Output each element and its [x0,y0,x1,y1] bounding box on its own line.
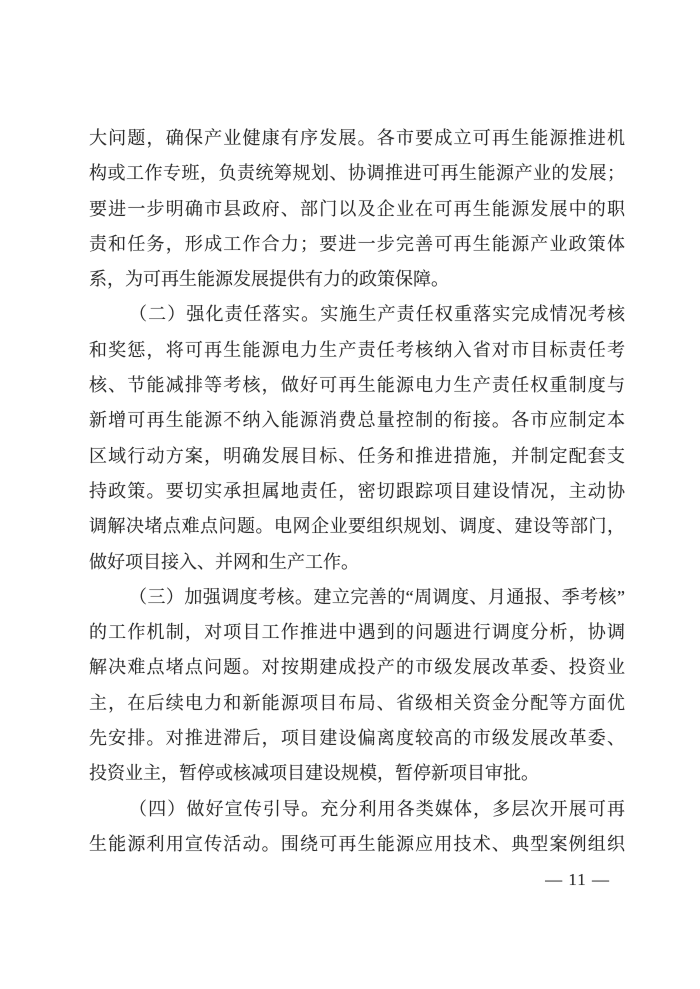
body-line: 新增可再生能源不纳入能源消费总量控制的衔接。各市应制定本 [89,410,625,431]
body-line: 责和任务，形成工作合力；要进一步完善可再生能源产业政策体 [89,233,625,254]
body-line: 做好项目接入、并网和生产工作。 [89,551,359,572]
body-line: 主，在后续电力和新能源项目布局、省级相关资金分配等方面优 [89,692,625,713]
body-line: 生能源利用宣传活动。围绕可再生能源应用技术、典型案例组织 [89,833,625,854]
body-line-paragraph-start: （三）加强调度考核。建立完善的“周调度、月通报、季考核” [129,586,625,607]
body-line-paragraph-start: （二）强化责任落实。实施生产责任权重落实完成情况考核 [129,304,625,325]
body-line: 调解决堵点难点问题。电网企业要组织规划、调度、建设等部门， [89,516,625,537]
body-line: 要进一步明确市县政府、部门以及企业在可再生能源发展中的职 [89,198,625,219]
body-line: 构或工作专班，负责统筹规划、协调推进可再生能源产业的发展； [89,163,625,184]
body-line: 解决难点堵点问题。对按期建成投产的市级发展改革委、投资业 [89,657,625,678]
body-line: 持政策。要切实承担属地责任，密切跟踪项目建设情况，主动协 [89,480,625,501]
body-line: 先安排。对推进滞后，项目建设偏离度较高的市级发展改革委、 [89,728,625,749]
body-line: 核、节能减排等考核，做好可再生能源电力生产责任权重制度与 [89,375,625,396]
page-number: — 11 — [545,870,610,889]
body-line-paragraph-start: （四）做好宣传引导。充分利用各类媒体，多层次开展可再 [129,798,625,819]
body-line: 和奖惩，将可再生能源电力生产责任考核纳入省对市目标责任考 [89,339,625,360]
body-line: 大问题，确保产业健康有序发展。各市要成立可再生能源推进机 [89,128,625,148]
body-line: 投资业主，暂停或核减项目建设规模，暂停新项目审批。 [89,763,539,784]
body-line: 的工作机制，对项目工作推进中遇到的问题进行调度分析，协调 [89,622,625,643]
body-line: 区域行动方案，明确发展目标、任务和推进措施，并制定配套支 [89,445,625,466]
document-body [89,121,625,862]
body-line: 系，为可再生能源发展提供有力的政策保障。 [89,269,449,290]
